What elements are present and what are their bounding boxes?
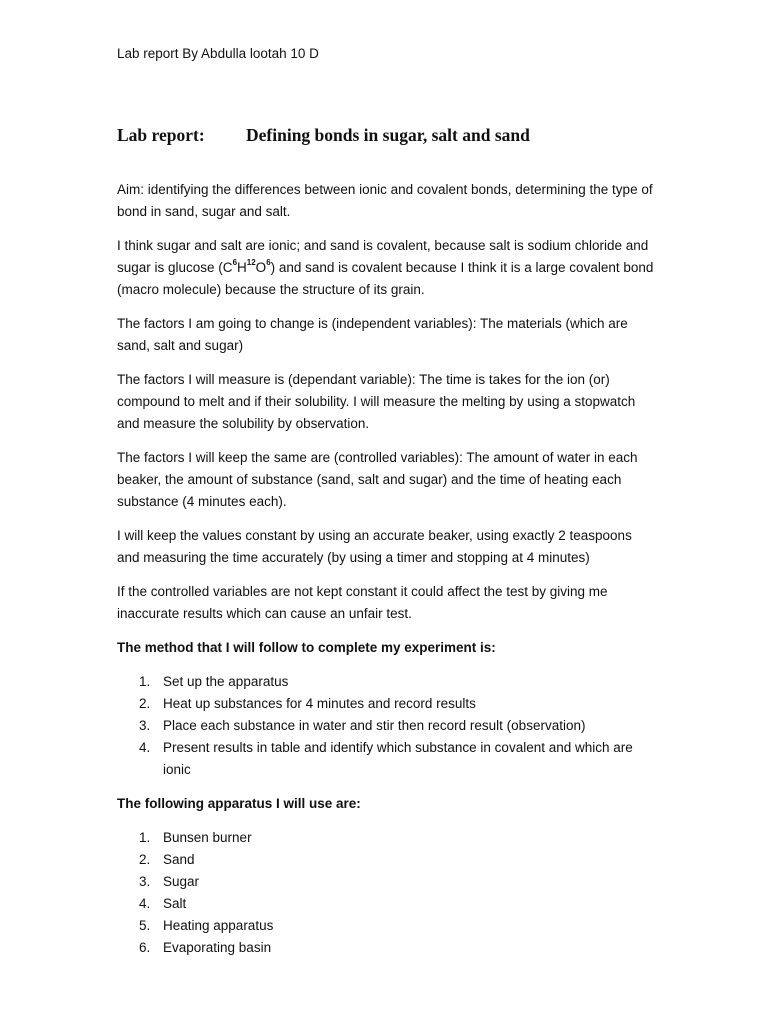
list-item: [117, 937, 657, 959]
title-text: Defining bonds in sugar, salt and sand: [246, 125, 530, 145]
list-number: 4.: [139, 896, 151, 911]
list-text: Sugar: [163, 874, 200, 889]
hypothesis-text-after: ) and sand is covalent because I think it is a large covalent bond (macro molecule) because the structure of its grain.: [117, 260, 654, 297]
list-item: [117, 893, 657, 915]
list-text: Salt: [163, 896, 187, 911]
effect-paragraph: If the controlled variables are not kept constant it could affect the test by giving me inaccurate results which can cause an unfair test.: [117, 584, 608, 621]
list-text: Set up the apparatus: [163, 674, 289, 689]
list-item: [117, 671, 657, 693]
list-number: 1.: [139, 830, 151, 845]
document-header: Lab report By Abdulla lootah 10 D: [117, 46, 319, 61]
method-heading: The method that I will follow to complete my experiment is:: [117, 640, 496, 655]
report-body: [117, 179, 657, 971]
list-text: Present results in table and identify which substance in covalent and which are ionic: [163, 740, 633, 777]
list-number: 4.: [139, 740, 151, 755]
list-number: 5.: [139, 918, 151, 933]
apparatus-heading: The following apparatus I will use are:: [117, 796, 361, 811]
list-text: Evaporating basin: [163, 940, 272, 955]
report-title: [117, 124, 530, 146]
list-text: Sand: [163, 852, 195, 867]
list-item: [117, 737, 657, 781]
list-item: [117, 849, 657, 871]
list-text: Heating apparatus: [163, 918, 274, 933]
list-number: 2.: [139, 852, 151, 867]
constant-paragraph: I will keep the values constant by using an accurate beaker, using exactly 2 teaspoons and measuring the time accurately (by using a timer and stopping at 4 minutes): [117, 528, 632, 565]
list-item: [117, 693, 657, 715]
list-item: [117, 715, 657, 737]
formula-h: H: [237, 260, 247, 275]
apparatus-list: [117, 827, 657, 959]
method-list: [117, 671, 657, 781]
formula-subscript-o: 6: [266, 257, 271, 267]
aim-paragraph: Aim: identifying the differences between ionic and covalent bonds, determining the type of bond in sand, sugar and salt.: [117, 182, 653, 219]
list-number: 3.: [139, 874, 151, 889]
list-number: 1.: [139, 674, 151, 689]
hypothesis-text-before: I think sugar and salt are ionic; and sand is covalent, because salt is sodium chloride and sugar is glucose (C: [117, 238, 649, 275]
list-number: 6.: [139, 940, 151, 955]
list-number: 2.: [139, 696, 151, 711]
controlled-variable-paragraph: The factors I will keep the same are (controlled variables): The amount of water in each beaker, the amount of substance (sand, salt and sugar) and the time of heating each substance (4 minutes each).: [117, 450, 638, 509]
independent-variable-paragraph: The factors I am going to change is (independent variables): The materials (which are sand, salt and sugar): [117, 316, 628, 353]
list-text: Heat up substances for 4 minutes and record results: [163, 696, 476, 711]
list-text: Bunsen burner: [163, 830, 252, 845]
list-item: [117, 871, 657, 893]
list-text: Place each substance in water and stir then record result (observation): [163, 718, 586, 733]
hypothesis-paragraph: [117, 235, 657, 301]
formula-o: O: [255, 260, 267, 275]
list-number: 3.: [139, 718, 151, 733]
list-item: [117, 827, 657, 849]
formula-subscript-h: 12: [246, 257, 256, 267]
formula-subscript-c: 6: [232, 257, 238, 267]
list-item: [117, 915, 657, 937]
dependent-variable-paragraph: The factors I will measure is (dependant variable): The time is takes for the ion (or) compound to melt and if their solubility. I will measure the melting by using a stopwatch and measure the solubility by observation.: [117, 372, 636, 431]
title-label: Lab report:: [117, 125, 205, 145]
